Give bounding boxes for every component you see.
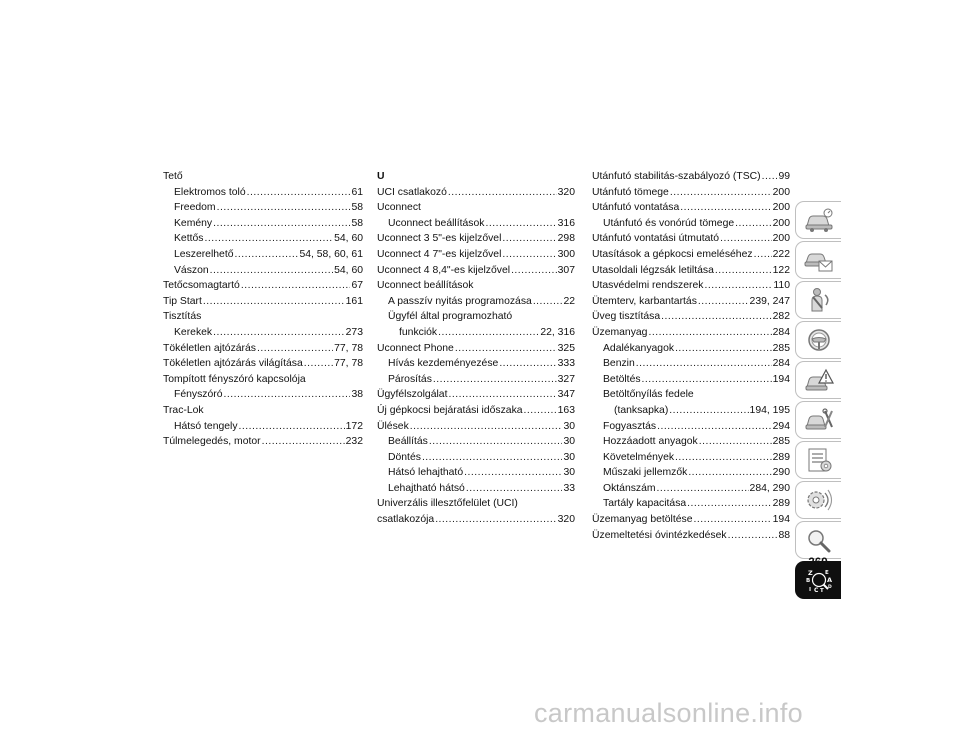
dot-leader [680, 200, 771, 216]
index-entry [163, 216, 363, 232]
dot-leader [204, 231, 333, 247]
index-entry [163, 263, 363, 279]
page-reference: 222 [772, 248, 790, 260]
dot-leader [669, 403, 748, 419]
tab-multimedia[interactable] [795, 481, 841, 519]
index-term: Tartály kapacitása [603, 498, 687, 510]
index-entry [592, 356, 790, 372]
dot-leader [429, 434, 563, 450]
dot-leader [217, 200, 351, 216]
dot-leader [661, 309, 772, 325]
index-term: Uconnect 4 8,4"-es kijelzővel [377, 264, 511, 276]
svg-text:D: D [827, 585, 832, 590]
page-reference: 58 [351, 217, 363, 229]
dot-leader [433, 372, 557, 388]
dot-leader [448, 387, 556, 403]
index-term: Tökéletlen ajtózárás [163, 342, 256, 354]
index-entry [592, 528, 790, 544]
tab-car-mail[interactable] [795, 241, 841, 279]
index-term: Követelmények [603, 451, 675, 463]
page-reference: 58 [351, 202, 363, 214]
page-reference: 285 [772, 436, 790, 448]
car-tools-icon [804, 407, 834, 433]
index-term: Vászon [174, 264, 209, 276]
index-entry [163, 341, 363, 357]
dot-leader [422, 450, 563, 466]
index-term: Uconnect 3 5"-es kijelzővel [377, 233, 502, 245]
page-reference: 33 [563, 482, 575, 494]
index-term: funkciók [399, 326, 438, 338]
index-column-3 [592, 169, 790, 543]
dot-leader [485, 216, 556, 232]
dot-leader [642, 372, 772, 388]
index-term: Üzemanyag betöltése [592, 514, 693, 526]
index-term: Freedom [174, 202, 216, 214]
index-heading: Trac-Lok [163, 404, 204, 416]
index-entry [377, 263, 575, 279]
index-entry [592, 481, 790, 497]
page-reference: 194 [772, 373, 790, 385]
index-entry [592, 434, 790, 450]
index-entry [377, 512, 575, 528]
page-reference: 232 [345, 436, 363, 448]
index-term: Lehajtható hátsó [388, 482, 465, 494]
index-term: Utánfutó tömege [592, 186, 669, 198]
index-term: Benzin [603, 358, 635, 370]
page-reference: 289 [772, 498, 790, 510]
alphabetical-index-icon [804, 567, 834, 593]
index-column-1 [163, 169, 363, 450]
page-reference: 327 [557, 373, 575, 385]
dot-leader [648, 325, 771, 341]
index-entry [377, 403, 575, 419]
page-reference: 200 [772, 233, 790, 245]
dot-leader [688, 465, 771, 481]
index-entry [163, 356, 363, 372]
index-entry [377, 325, 575, 341]
dot-leader [735, 216, 772, 232]
index-entry [377, 481, 575, 497]
page-reference: 200 [772, 202, 790, 214]
page-reference: 200 [772, 217, 790, 229]
index-entry [592, 325, 790, 341]
index-term: Fogyasztás [603, 420, 657, 432]
index-term: Oktánszám [603, 482, 656, 494]
car-dashboard-icon [804, 207, 834, 233]
page-reference: 22 [563, 295, 575, 307]
page-reference: 122 [772, 264, 790, 276]
index-entry [592, 465, 790, 481]
page-reference: 54, 58, 60, 61 [299, 248, 363, 260]
page-reference: 284 [772, 326, 790, 338]
car-warning-icon [804, 367, 834, 393]
tab-car-dashboard[interactable] [795, 201, 841, 239]
index-entry [377, 294, 575, 310]
index-term: Kerekek [174, 326, 213, 338]
index-term: Uconnect Phone [377, 342, 454, 354]
chapter-tabs [795, 201, 842, 601]
index-entry [592, 216, 790, 232]
page-reference: 22, 316 [540, 326, 575, 338]
index-entry [592, 309, 790, 325]
dot-leader [210, 263, 333, 279]
index-term: Ülések [377, 420, 409, 432]
svg-text:B: B [805, 578, 810, 584]
index-term: A passzív nyitás programozása [388, 295, 532, 307]
page-reference: 284 [772, 358, 790, 370]
dot-leader [502, 247, 556, 263]
page-reference: 285 [772, 342, 790, 354]
specifications-list-icon [804, 447, 834, 473]
svg-text:E: E [824, 570, 829, 576]
page-reference: 294 [772, 420, 790, 432]
index-entry [592, 419, 790, 435]
page-number: 369 [808, 557, 828, 569]
index-term: Üzemeltetési óvintézkedések [592, 529, 727, 541]
index-entry [163, 294, 363, 310]
tab-safety[interactable] [795, 281, 841, 319]
car-mail-icon [804, 247, 834, 273]
dot-leader [657, 481, 749, 497]
index-entry [163, 185, 363, 201]
multimedia-settings-icon [804, 487, 834, 513]
page-reference: 239, 247 [749, 295, 790, 307]
page-reference: 30 [563, 451, 575, 463]
index-term: Döntés [388, 451, 421, 463]
index-heading: Betöltőnyílás fedele [603, 389, 694, 401]
tab-specifications[interactable] [795, 441, 841, 479]
index-entry [592, 200, 790, 216]
index-term: UCI csatlakozó [377, 186, 447, 198]
page-reference: 316 [557, 217, 575, 229]
index-heading: Univerzális illesztőfelület (UCI) [377, 498, 518, 510]
index-term: Utánfutó vontatása [592, 202, 680, 214]
dot-leader [657, 419, 772, 435]
index-term: Utánfutó vontatási útmutató [592, 233, 720, 245]
index-term: Uconnect beállítások [388, 217, 485, 229]
index-term: csatlakozója [377, 514, 435, 526]
index-term: Túlmelegedés, motor [163, 436, 261, 448]
index-entry [592, 278, 790, 294]
index-entry [163, 247, 363, 263]
dot-leader [438, 325, 539, 341]
page-reference: 77, 78 [334, 342, 363, 354]
index-term: Ütemterv, karbantartás [592, 295, 697, 307]
page-reference: 298 [557, 233, 575, 245]
dot-leader [304, 356, 333, 372]
index-term: Uconnect 4 7"-es kijelzővel [377, 248, 502, 260]
index-entry [377, 247, 575, 263]
index-entry [592, 372, 790, 388]
index-entry [377, 434, 575, 450]
dot-leader [720, 231, 772, 247]
index-entry [592, 231, 790, 247]
page-reference: 61 [351, 186, 363, 198]
dot-leader [698, 294, 749, 310]
page-reference: 161 [345, 295, 363, 307]
index-entry [377, 185, 575, 201]
index-entry [592, 263, 790, 279]
index-term: Utánfutó stabilitás-szabályozó (TSC) [592, 171, 761, 182]
page-reference: 333 [557, 358, 575, 370]
page-reference: 282 [772, 311, 790, 323]
index-column-2 [377, 169, 575, 528]
watermark: carmanualsonline.info [534, 698, 803, 728]
page-reference: 307 [557, 264, 575, 276]
index-term: Tökéletlen ajtózárás világítása [163, 358, 303, 370]
index-entry [163, 419, 363, 435]
page-reference: 30 [563, 467, 575, 479]
page-reference: 172 [345, 420, 363, 432]
index-entry [377, 216, 575, 232]
svg-text:Z: Z [807, 569, 813, 577]
dot-leader [675, 450, 772, 466]
index-term: Hátsó lehajtható [388, 467, 464, 479]
dot-leader [464, 465, 562, 481]
dot-leader [203, 294, 345, 310]
dot-leader [455, 341, 557, 357]
index-term: Műszaki jellemzők [603, 467, 688, 479]
index-term: Leszerelhető [174, 248, 234, 260]
dot-leader [687, 496, 771, 512]
svg-text:C: C [813, 587, 818, 593]
dot-leader [524, 403, 557, 419]
dot-leader [694, 512, 772, 528]
index-heading: Tompított fényszóró kapcsolója [163, 373, 306, 385]
index-entry [377, 341, 575, 357]
page-reference: 284, 290 [749, 482, 790, 494]
page-reference: 320 [557, 186, 575, 198]
index-term: Hozzáadott anyagok [603, 436, 698, 448]
page-reference: 347 [557, 389, 575, 401]
index-entry [163, 278, 363, 294]
tab-emergency[interactable] [795, 361, 841, 399]
tab-customer-assistance[interactable] [795, 521, 841, 559]
page-reference: 77, 78 [334, 358, 363, 370]
index-entry [592, 496, 790, 512]
index-term: Betöltés [603, 373, 641, 385]
dot-leader [466, 481, 563, 497]
page-reference: 54, 60 [334, 233, 363, 245]
magnifier-search-icon [804, 527, 834, 553]
index-term: Tetőcsomagtartó [163, 280, 240, 292]
index-entry [377, 356, 575, 372]
page-reference: 289 [772, 451, 790, 463]
dot-leader [247, 185, 351, 201]
svg-text:T: T [819, 588, 824, 593]
index-term: Beállítás [388, 436, 428, 448]
page-reference: 30 [563, 436, 575, 448]
dot-leader [699, 434, 772, 450]
index-term: Ügyfélszolgálat [377, 389, 448, 401]
index-entry [163, 387, 363, 403]
page-reference: 110 [773, 280, 790, 292]
seatbelt-person-icon [804, 287, 834, 313]
page-reference: 54, 60 [334, 264, 363, 276]
dot-leader [499, 356, 556, 372]
page-reference: 194 [772, 514, 790, 526]
dot-leader [213, 325, 345, 341]
dot-leader [704, 278, 772, 294]
index-entry [592, 169, 790, 185]
page-reference: 163 [557, 404, 575, 416]
dot-leader [262, 434, 345, 450]
page-reference: 320 [557, 514, 575, 526]
dot-leader [675, 341, 772, 357]
index-entry [592, 403, 790, 419]
tab-servicing[interactable] [795, 401, 841, 439]
index-term: Hátsó tengely [174, 420, 238, 432]
index-heading: Uconnect beállítások [377, 280, 474, 292]
tab-starting-driving[interactable] [795, 321, 841, 359]
page-reference: 67 [351, 280, 363, 292]
dot-leader [448, 185, 557, 201]
index-term: Elektromos toló [174, 186, 246, 198]
dot-leader [511, 263, 557, 279]
index-entry [377, 372, 575, 388]
index-entry [592, 341, 790, 357]
page-reference: 38 [351, 389, 363, 401]
index-term: Hívás kezdeményezése [388, 358, 499, 370]
index-term: Kemény [174, 217, 213, 229]
index-entry [592, 294, 790, 310]
dot-leader [670, 185, 772, 201]
page-reference: 30 [563, 420, 575, 432]
index-entry [592, 185, 790, 201]
page-reference: 194, 195 [749, 404, 790, 416]
index-heading: Tisztítás [163, 311, 202, 323]
index-entry [163, 325, 363, 341]
index-term: Utasvédelmi rendszerek [592, 280, 704, 292]
dot-leader [224, 387, 351, 403]
page-reference: 325 [557, 342, 575, 354]
svg-text:A: A [826, 576, 832, 584]
svg-text:I: I [808, 587, 811, 593]
page-reference: 88 [778, 529, 790, 541]
index-entry [377, 231, 575, 247]
index-term: Fényszóró [174, 389, 223, 401]
index-entry [592, 450, 790, 466]
dot-leader [241, 278, 351, 294]
dot-leader [502, 231, 556, 247]
index-term: Új gépkocsi bejáratási időszaka [377, 404, 523, 416]
dot-leader [257, 341, 333, 357]
index-heading: Uconnect [377, 202, 421, 214]
page-reference: 290 [772, 467, 790, 479]
index-entry [163, 231, 363, 247]
page-reference: 273 [345, 326, 363, 338]
index-entry [163, 434, 363, 450]
page-reference: 99 [778, 171, 790, 182]
index-entry [377, 465, 575, 481]
index-term: Adalékanyagok [603, 342, 675, 354]
dot-leader [410, 419, 563, 435]
index-term: Utasoldali légzsák letiltása [592, 264, 714, 276]
index-entry [592, 512, 790, 528]
index-term: Kettős [174, 233, 204, 245]
dot-leader [435, 512, 556, 528]
index-heading: Tető [163, 171, 183, 182]
dot-leader [235, 247, 299, 263]
steering-wheel-icon [804, 327, 834, 353]
page-reference: 200 [772, 186, 790, 198]
index-term: Tip Start [163, 295, 202, 307]
index-entry [377, 450, 575, 466]
index-entry [377, 387, 575, 403]
index-term: Üveg tisztítása [592, 311, 661, 323]
index-heading: Ügyfél által programozható [388, 311, 513, 323]
dot-leader [762, 169, 778, 185]
dot-leader [636, 356, 772, 372]
dot-leader [754, 247, 772, 263]
dot-leader [715, 263, 772, 279]
index-entry [377, 419, 575, 435]
index-entry [163, 200, 363, 216]
index-term: Párosítás [388, 373, 432, 385]
index-term: Utasítások a gépkocsi emeléséhez [592, 248, 753, 260]
section-letter: U [377, 171, 385, 182]
index-term: Utánfutó és vonórúd tömege [603, 217, 735, 229]
index-entry [592, 247, 790, 263]
dot-leader [213, 216, 350, 232]
index-term: (tanksapka) [614, 404, 669, 416]
dot-leader [728, 528, 778, 544]
dot-leader [533, 294, 563, 310]
page-reference: 300 [557, 248, 575, 260]
dot-leader [239, 419, 345, 435]
index-term: Üzemanyag [592, 326, 648, 338]
